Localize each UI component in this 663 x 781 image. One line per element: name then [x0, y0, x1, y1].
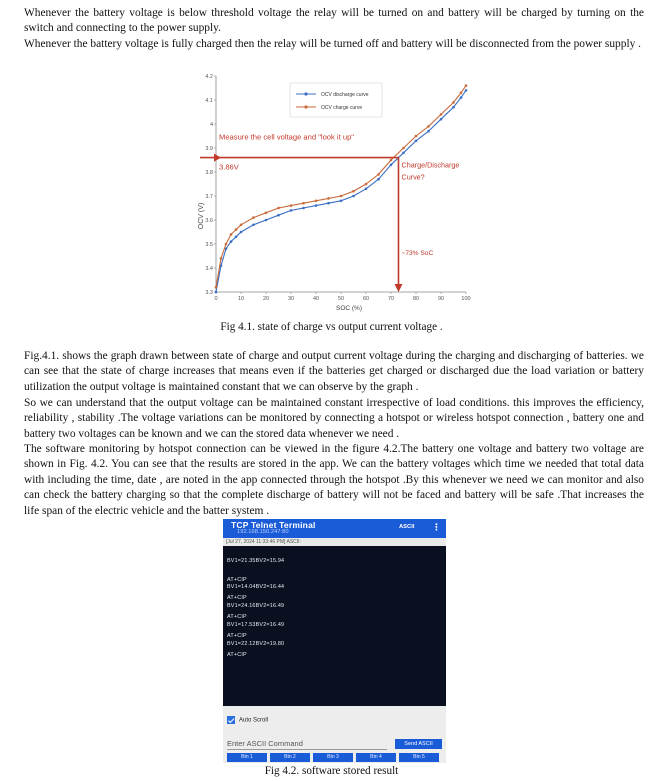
- series-point-1: [220, 257, 223, 260]
- series-point-0: [340, 200, 343, 203]
- series-point-0: [427, 130, 430, 133]
- series-point-0: [230, 240, 233, 243]
- y-axis-label: OCV (V): [198, 202, 205, 230]
- series-point-0: [290, 209, 293, 212]
- legend-box: [290, 83, 382, 117]
- series-point-1: [225, 243, 228, 246]
- series-point-1: [235, 228, 238, 231]
- legend-swatch-dot: [304, 105, 307, 108]
- x-tick-label: 20: [262, 296, 270, 302]
- terminal-log-line: BV1=14.04BV2=16.44: [227, 584, 285, 590]
- app-header: [223, 519, 446, 538]
- series-point-1: [365, 183, 368, 186]
- series-point-1: [465, 84, 468, 87]
- paragraph-relay-on: Whenever the battery voltage is below threshold voltage the relay will be turned on and battery will be charged by turning on the switch and connecting to the power supply.: [24, 7, 644, 35]
- series-point-1: [377, 173, 380, 176]
- y-tick-label: 4.2: [205, 74, 213, 80]
- x-tick-label: 0: [214, 296, 218, 302]
- btn-2[interactable]: Btn 2: [270, 753, 310, 762]
- series-point-1: [440, 113, 443, 116]
- annotation-label: Measure the cell voltage and "look it up": [219, 132, 354, 142]
- series-point-1: [352, 190, 355, 193]
- y-tick-label: 3.5: [205, 242, 213, 248]
- x-tick-label: 80: [412, 296, 420, 302]
- legend-entry: OCV charge curve: [321, 105, 363, 111]
- figure-4-1-caption: Fig 4.1. state of charge vs output current voltage .: [220, 321, 443, 333]
- series-point-0: [465, 89, 468, 92]
- series-point-1: [340, 195, 343, 198]
- annotation-label: ~73% SoC: [401, 250, 434, 257]
- x-tick-label: 30: [287, 296, 295, 302]
- series-point-0: [365, 188, 368, 191]
- btn-5[interactable]: Btn 5: [399, 753, 439, 762]
- series-point-1: [427, 125, 430, 128]
- btn-4[interactable]: Btn 4: [356, 753, 396, 762]
- y-tick-label: 3.8: [205, 170, 213, 176]
- annotation-label: Curve?: [401, 172, 425, 182]
- terminal-log-line: AT+CIP: [227, 595, 247, 601]
- ascii-command-input[interactable]: Enter ASCII Command: [227, 739, 303, 748]
- terminal-log-line: AT+CIP: [227, 577, 247, 583]
- btn-3[interactable]: Btn 3: [313, 753, 353, 762]
- series-point-1: [240, 224, 243, 227]
- terminal-log-line: BV1=22.12BV2=19.80: [227, 641, 285, 647]
- x-tick-label: 100: [461, 296, 471, 302]
- series-point-0: [215, 291, 218, 294]
- x-tick-label: 10: [237, 296, 245, 302]
- series-point-1: [265, 212, 268, 215]
- x-tick-label: 90: [437, 296, 445, 302]
- series-point-0: [390, 164, 393, 167]
- timestamp-header: [Jul 27, 2024 11:33:46 PM] ASCII:: [223, 538, 446, 546]
- terminal-output[interactable]: [223, 538, 446, 706]
- series-point-1: [460, 92, 463, 95]
- voltage-arrow-head: [214, 154, 221, 162]
- paragraph-software-monitoring: The software monitoring by hotspot connection can be viewed in the figure 4.2.The battery one voltage and battery two voltage are shown in Fig. 4.2. You can see that the results are stored in the app. We can the battery voltages which time we needed that total data with including the time, date , are noted in the app connected through the hotspot .By this whenever we need we can monitor and also can check the battery charging so that the complete discharge of battery will not be faced and battery will be safe .That increases the life span of the electric vehicle and the batter system .: [24, 443, 644, 517]
- series-point-0: [377, 178, 380, 181]
- y-tick-label: 4.1: [205, 98, 213, 104]
- terminal-log-line: BV1=17.53BV2=16.49: [227, 622, 285, 628]
- y-tick-label: 3.9: [205, 146, 213, 152]
- soc-arrow-head: [395, 284, 403, 292]
- more-menu-icon[interactable]: ⋮: [432, 522, 441, 532]
- terminal-log-line: AT+CIP: [227, 652, 247, 658]
- series-point-1: [215, 286, 218, 289]
- series-point-1: [277, 207, 280, 210]
- y-tick-label: 4: [209, 122, 213, 128]
- series-point-1: [290, 204, 293, 207]
- tcp-terminal-screenshot: [223, 519, 446, 763]
- series-point-1: [252, 216, 255, 219]
- series-point-0: [440, 118, 443, 121]
- auto-scroll-label: Auto Scroll: [239, 717, 269, 724]
- paragraph-fig-description: Fig.4.1. shows the graph drawn between state of charge and output current voltage during the charging and discharging of batteries. we can see that the state of charge increases that means even if the batteries get charged or discharged due the load variation or battery utilization the output voltage is maintained constant that we can observe by the graph .: [24, 350, 644, 393]
- terminal-log-line: AT+CIP: [227, 633, 247, 639]
- x-tick-label: 50: [337, 296, 345, 302]
- series-point-1: [302, 202, 305, 205]
- series-point-1: [390, 159, 393, 162]
- btn-1[interactable]: Btn 1: [227, 753, 267, 762]
- send-ascii-button[interactable]: Send ASCII: [395, 739, 442, 749]
- y-tick-label: 3.4: [205, 266, 213, 272]
- series-point-0: [415, 140, 418, 143]
- x-tick-label: 70: [387, 296, 395, 302]
- series-point-0: [302, 207, 305, 210]
- series-point-0: [327, 202, 330, 205]
- annotation-label: Charge/Discharge: [401, 160, 460, 170]
- series-point-0: [315, 204, 318, 207]
- input-underline: [227, 749, 387, 750]
- y-tick-label: 3.7: [205, 194, 213, 200]
- series-point-0: [452, 106, 455, 109]
- terminal-log-line: BV1=21.35BV2=15.94: [227, 558, 285, 564]
- series-point-1: [327, 197, 330, 200]
- x-axis-label: SOC (%): [336, 305, 362, 312]
- y-tick-label: 3.6: [205, 218, 213, 224]
- y-tick-label: 3.3: [205, 290, 213, 296]
- series-point-0: [277, 214, 280, 217]
- server-address: 192.168.150.247:80: [237, 529, 289, 535]
- x-tick-label: 40: [312, 296, 320, 302]
- series-point-1: [402, 147, 405, 150]
- app-title: TCP Telnet Terminal: [231, 520, 316, 530]
- annotation-label: 3.86V: [219, 162, 239, 172]
- paragraph-relay-off: Whenever the battery voltage is fully charged then the relay will be turned off and battery will be disconnected from the power supply .: [24, 38, 642, 50]
- series-point-1: [452, 101, 455, 104]
- auto-scroll-toggle[interactable]: [227, 716, 268, 724]
- legend-entry: OCV discharge curve: [321, 92, 369, 98]
- terminal-log-line: AT+CIP: [227, 614, 247, 620]
- series-point-0: [352, 195, 355, 198]
- series-point-0: [240, 231, 243, 234]
- checkbox-checked-icon[interactable]: [227, 716, 235, 724]
- series-point-0: [402, 152, 405, 155]
- terminal-log-line: BV1=24.16BV2=16.49: [227, 603, 285, 609]
- series-point-0: [252, 224, 255, 227]
- series-point-0: [265, 219, 268, 222]
- soc-ocv-chart: [198, 68, 478, 316]
- mode-selector[interactable]: ASCII: [399, 524, 415, 530]
- series-point-0: [235, 236, 238, 239]
- series-point-1: [315, 200, 318, 203]
- series-point-1: [230, 233, 233, 236]
- x-tick-label: 60: [362, 296, 370, 302]
- series-point-0: [460, 96, 463, 99]
- paragraph-voltage-monitoring: So we can understand that the output voltage can be maintained constant irrespective of load conditions. this improves the efficiency, reliability , stability .The voltage variations can be monitored by connecting a hotspot or wireless hotspot connection , battery one and battery two voltages can be known and we can the stored data whenever we need .: [24, 397, 644, 440]
- legend-swatch-dot: [304, 92, 307, 95]
- series-line-0: [216, 90, 466, 292]
- series-point-1: [415, 135, 418, 138]
- figure-4-2-caption: Fig 4.2. software stored result: [264, 765, 399, 777]
